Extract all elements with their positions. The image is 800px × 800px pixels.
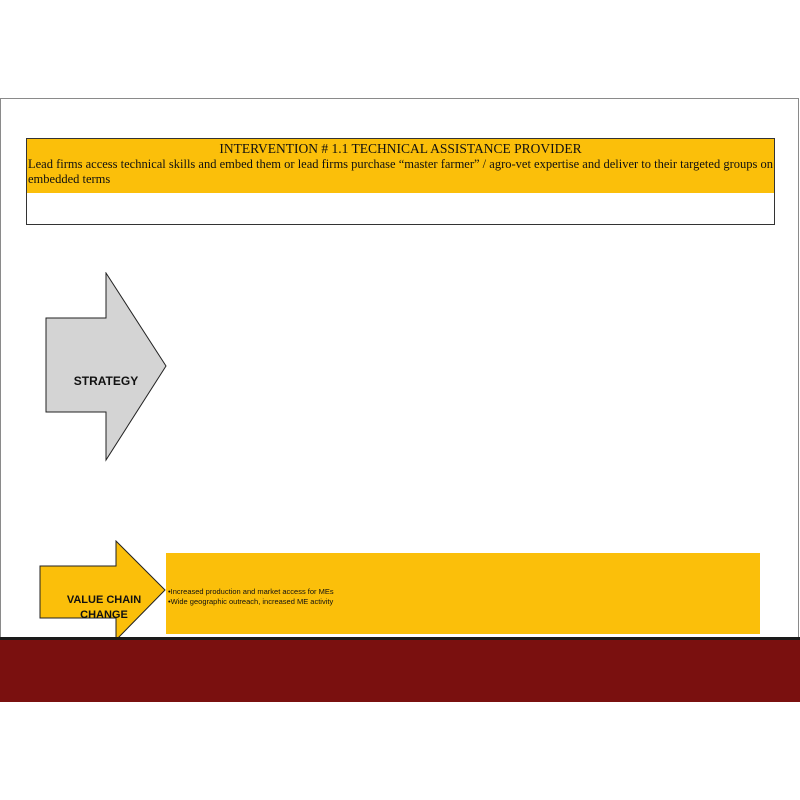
intervention-title: INTERVENTION # 1.1 TECHNICAL ASSISTANCE PROVIDER — [219, 141, 582, 156]
list-item: •Increased production and market access for MEs — [168, 587, 334, 596]
strategy-arrow — [44, 272, 168, 462]
value-chain-label: VALUE CHAIN CHANGE — [66, 594, 142, 621]
intervention-description: Lead firms access technical skills and embed them or lead firms purchase “master farmer” / agro-vet expertise and deliver to their targeted groups on embedded terms — [28, 157, 773, 186]
intervention-box — [26, 138, 775, 225]
footer-bar — [0, 640, 800, 702]
list-item: •Wide geographic outreach, increased ME activity — [168, 597, 334, 606]
strategy-label: STRATEGY — [73, 374, 139, 388]
value-chain-arrow — [38, 540, 168, 644]
value-chain-change-list — [168, 587, 334, 607]
value-chain-change-box — [166, 553, 760, 634]
